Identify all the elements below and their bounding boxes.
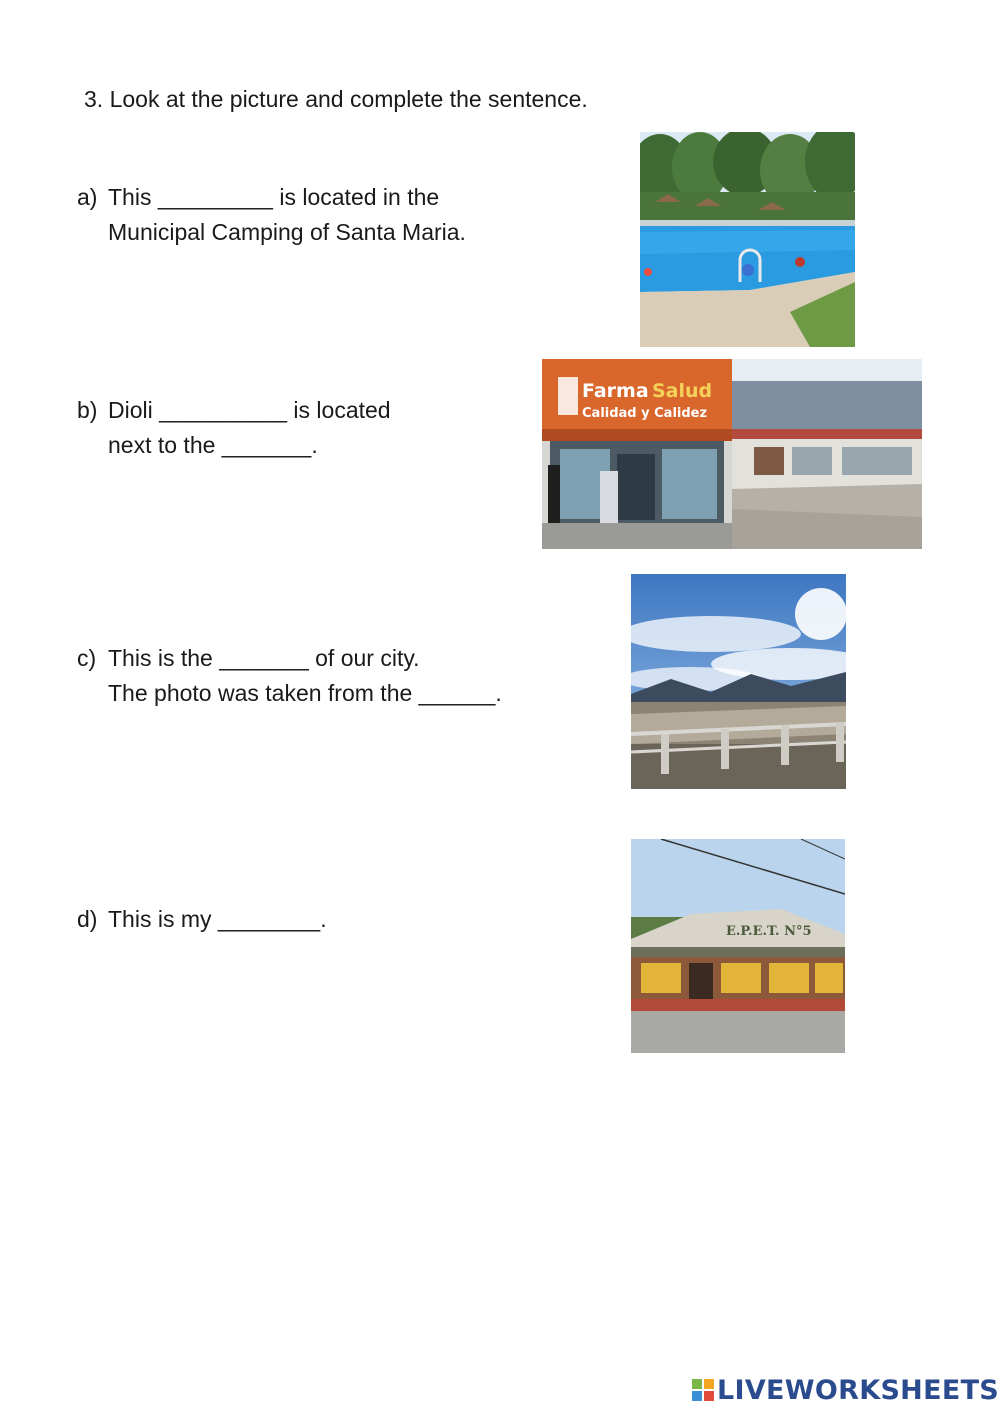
question-text-line: This is my ________. <box>108 906 327 932</box>
question-letter: c) <box>77 645 97 671</box>
logo-wordmark: LIVEWORKSHEETS <box>717 1374 1000 1406</box>
logo-blocks-icon <box>692 1379 714 1401</box>
school-sign: E.P.E.T. N°5 <box>726 924 812 939</box>
question-text-line: Dioli __________ is located <box>108 397 391 423</box>
pharmacy-sign-farma: Farma <box>582 380 649 402</box>
instruction-heading: 3. Look at the picture and complete the sentence. <box>84 86 588 112</box>
question-letter: a) <box>77 184 98 210</box>
liveworksheets-logo <box>692 1375 999 1405</box>
question-letter: b) <box>77 397 98 423</box>
pharmacy-sign-subtitle: Calidad y Calidez <box>582 406 708 421</box>
landscape-photo <box>631 574 846 789</box>
pharmacy-sign-salud: Salud <box>652 380 713 402</box>
pharmacy-photo <box>542 359 922 549</box>
question-text-line: Municipal Camping of Santa Maria. <box>108 219 466 245</box>
school-photo <box>631 839 845 1053</box>
question-text-line: next to the _______. <box>108 432 318 458</box>
question-text-line: This _________ is located in the <box>108 184 440 210</box>
pool-photo <box>640 132 855 347</box>
question-letter: d) <box>77 906 98 932</box>
question-text-line: The photo was taken from the ______. <box>108 680 502 706</box>
question-text-line: This is the _______ of our city. <box>108 645 420 671</box>
